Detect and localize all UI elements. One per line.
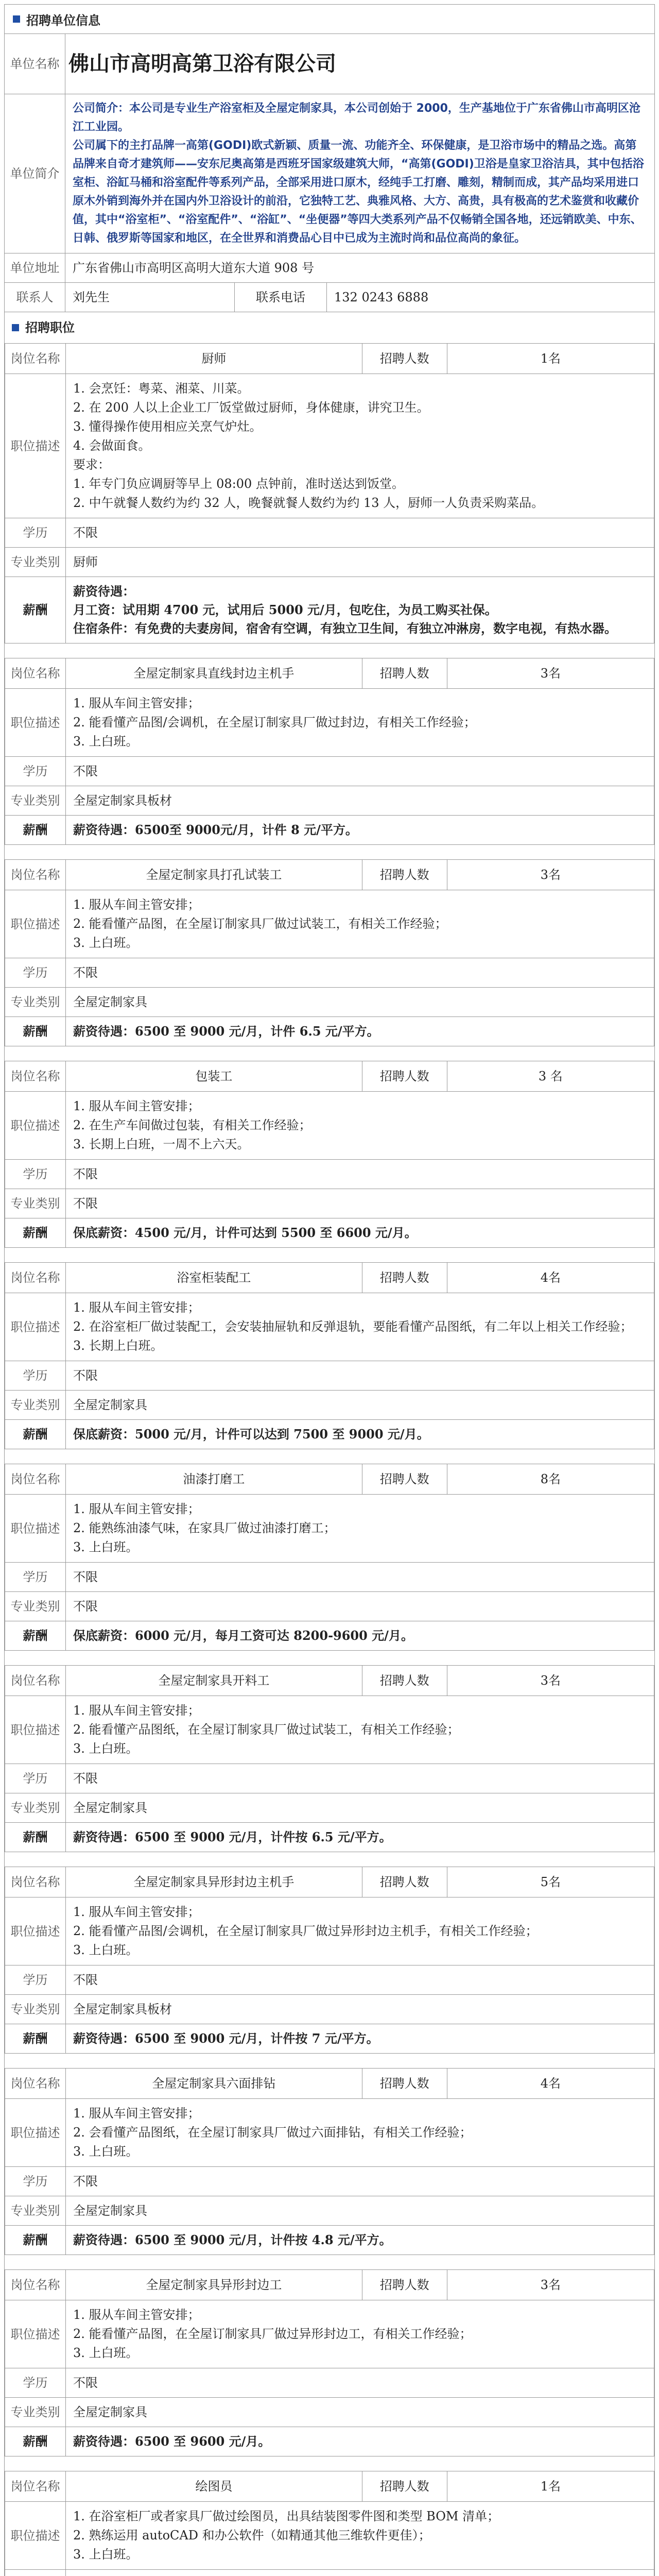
count-label: 招聘人数: [362, 1464, 447, 1494]
desc-line: 2. 中午就餐人数约为约 32 人，晚餐就餐人数约为约 13 人，厨师一人负责采购菜品。: [73, 496, 544, 510]
job-desc-row: [5, 2502, 654, 2570]
job-description: [66, 890, 654, 958]
job-pay-row: [5, 1218, 654, 1247]
job-major-row: [5, 1391, 654, 1420]
pay-label: 薪酬: [5, 1017, 66, 1046]
job-major: 全屋定制家具: [73, 995, 147, 1009]
section-marker-icon: [12, 324, 19, 331]
count-label: 招聘人数: [362, 658, 447, 688]
edu-label: 学历: [5, 958, 66, 987]
job-edu-row: [5, 2570, 654, 2576]
desc-line: 2. 在 200 人以上企业工厂饭堂做过厨师，身体健康，讲究卫生。: [73, 400, 429, 415]
company-intro-row: [5, 94, 654, 253]
post-label: 岗位名称: [5, 344, 66, 374]
job-card: [5, 2471, 654, 2576]
desc-label: 职位描述: [5, 1495, 66, 1562]
post-label: 岗位名称: [5, 2471, 66, 2501]
count-label: 招聘人数: [362, 1263, 447, 1293]
job-count: 4名: [540, 2076, 561, 2091]
count-label: 招聘人数: [362, 344, 447, 374]
job-desc-row: [5, 2300, 654, 2368]
count-label: 招聘人数: [362, 2471, 447, 2501]
desc-line: 3. 上白班。: [73, 2346, 138, 2360]
desc-line: 3. 上白班。: [73, 2547, 138, 2562]
intro-paragraph: 公司属下的主打品牌一高第(GODI)欧式新颖、质量一流、功能齐全、环保健康，是卫浴市场中的精品之选。高第品牌来自奇才建筑师——安东尼奥高第是西班牙国家级建筑大师，“高第(GODI)卫浴是皇家卫浴洁具，其中包括浴室柜、浴缸马桶和浴室配件等系列产品，全部采用进口原木，经纯手工打磨、雕刻，精制而成，其产品均采用进口原木外销到海外并在国内外卫浴设计的前沿，它独特工艺、典雅风格、大方、高贵，具有极高的艺术鉴赏和收藏价值，其中“浴室柜”、“浴室配件”、“浴缸”、“坐便器”等四大类系列产品不仅畅销全国各地，还远销欧美、中东、日韩、俄罗斯等国家和地区，在全世界和消费品心目中已成为主流时尚和品位高尚的象征。: [73, 139, 644, 245]
job-education: 不限: [73, 1368, 98, 1383]
job-education: 不限: [73, 2174, 98, 2189]
job-card: [5, 1665, 654, 1852]
job-description: [66, 1495, 654, 1562]
desc-line: 3. 长期上白班，一周不上六天。: [73, 1137, 250, 1151]
job-description: [66, 2099, 654, 2166]
major-label: 专业类别: [5, 2398, 66, 2427]
count-label: 招聘人数: [362, 1867, 447, 1897]
desc-line: 1. 服从车间主管安排；: [73, 897, 200, 912]
job-education: 不限: [73, 1167, 98, 1181]
desc-line: 3. 上白班。: [73, 734, 138, 749]
job-major-row: [5, 1592, 654, 1621]
count-label: 招聘人数: [362, 860, 447, 890]
job-header-row: [5, 1061, 654, 1092]
job-pay: 薪资待遇：6500至 9000元/月，计件 8 元/平方。: [73, 822, 358, 837]
job-title: 全屋定制家具异形封边工: [66, 2270, 362, 2300]
job-pay-row: [5, 2226, 654, 2255]
job-description: [66, 1092, 654, 1159]
job-title: 包装工: [66, 1061, 362, 1091]
edu-label: 学历: [5, 1563, 66, 1591]
job-title: 全屋定制家具打孔试装工: [66, 860, 362, 890]
desc-label: 职位描述: [5, 1092, 66, 1159]
job-pay: 保底薪资：4500 元/月，计件可达到 5500 至 6600 元/月。: [73, 1225, 417, 1240]
job-desc-row: [5, 1897, 654, 1965]
job-title: 油漆打磨工: [66, 1464, 362, 1494]
company-intro-label: 单位简介: [5, 94, 65, 253]
job-major: 不限: [73, 1599, 98, 1614]
pay-label: 薪酬: [5, 1420, 66, 1449]
count-label: 招聘人数: [362, 1666, 447, 1696]
desc-line: 3. 上白班。: [73, 1943, 138, 1957]
jobs-section-header: [5, 312, 654, 344]
job-major-row: [5, 988, 654, 1017]
job-education: 不限: [73, 1570, 98, 1584]
job-card: [5, 1867, 654, 2054]
job-card: [5, 859, 654, 1046]
desc-line: 3. 上白班。: [73, 2144, 138, 2159]
pay-label: 薪酬: [5, 1218, 66, 1247]
desc-label: 职位描述: [5, 2300, 66, 2368]
job-edu-row: [5, 1965, 654, 1995]
job-title: 绘图员: [66, 2471, 362, 2501]
edu-label: [5, 2570, 66, 2576]
job-title: 全屋定制家具异形封边主机手: [66, 1867, 362, 1897]
post-label: 岗位名称: [5, 1061, 66, 1091]
job-pay-row: [5, 1017, 654, 1046]
pay-label: 薪酬: [5, 1823, 66, 1852]
desc-line: 2. 在浴室柜厂做过装配工，会安装抽屉轨和反弹退轨，要能看懂产品图纸，有二年以上相关工作经验；: [73, 1319, 633, 1334]
job-pay-row: [5, 1621, 654, 1650]
job-count: 3名: [540, 2278, 561, 2292]
job-pay-row: [5, 2427, 654, 2456]
edu-label: 学历: [5, 2167, 66, 2196]
company-name: 佛山市高明高第卫浴有限公司: [68, 52, 336, 76]
desc-line: 1. 服从车间主管安排；: [73, 2308, 200, 2322]
post-label: 岗位名称: [5, 1464, 66, 1494]
desc-line: 1. 服从车间主管安排；: [73, 1099, 200, 1113]
job-header-row: [5, 1867, 654, 1897]
job-major: 全屋定制家具: [73, 1398, 147, 1412]
count-label: 招聘人数: [362, 2270, 447, 2300]
job-edu-row: [5, 1160, 654, 1189]
header-title: 招聘单位信息: [26, 12, 100, 28]
job-header-row: [5, 1464, 654, 1495]
job-card: [5, 1262, 654, 1449]
major-label: 专业类别: [5, 1995, 66, 2024]
job-description: [66, 2502, 654, 2569]
major-label: 专业类别: [5, 548, 66, 577]
desc-label: 职位描述: [5, 1897, 66, 1965]
job-major: 全屋定制家具: [73, 2204, 147, 2218]
edu-label: 学历: [5, 518, 66, 547]
job-edu-row: [5, 1361, 654, 1391]
job-desc-row: [5, 2099, 654, 2167]
job-title: 浴室柜装配工: [66, 1263, 362, 1293]
job-edu-row: [5, 518, 654, 548]
post-label: 岗位名称: [5, 1867, 66, 1897]
contact-label: 联系人: [5, 283, 65, 312]
job-description: [66, 1696, 654, 1764]
job-count: 4名: [540, 1270, 561, 1285]
major-label: 专业类别: [5, 1793, 66, 1822]
job-description: [66, 689, 654, 756]
desc-line: 1. 服从车间主管安排；: [73, 696, 200, 710]
pay-label: 薪酬: [5, 2427, 66, 2456]
company-address-row: [5, 253, 654, 283]
desc-label: 职位描述: [5, 1696, 66, 1764]
job-desc-row: [5, 1092, 654, 1160]
desc-label: 职位描述: [5, 1293, 66, 1361]
post-label: 岗位名称: [5, 1666, 66, 1696]
job-description: [66, 374, 654, 518]
pay-label: 薪酬: [5, 577, 66, 643]
desc-line: 2. 在生产车间做过包装，有相关工作经验；: [73, 1118, 311, 1132]
job-major-row: [5, 548, 654, 577]
post-label: 岗位名称: [5, 1263, 66, 1293]
job-education: 不限: [73, 1973, 98, 1987]
job-count: 8名: [540, 1472, 561, 1486]
desc-line: 1. 服从车间主管安排；: [73, 1703, 200, 1718]
job-card: [5, 344, 654, 643]
company-name-row: [5, 34, 654, 94]
edu-label: 学历: [5, 1361, 66, 1390]
job-card: [5, 1464, 654, 1651]
job-major-row: [5, 1793, 654, 1823]
job-header-row: [5, 344, 654, 374]
job-pay: 保底薪资：6000 元/月，每月工资可达 8200-9600 元/月。: [73, 1628, 413, 1643]
job-pay: 薪资待遇：6500 至 9000 元/月，计件按 4.8 元/平方。: [73, 2232, 392, 2247]
job-pay: 薪资待遇：6500 至 9000 元/月，计件 6.5 元/平方。: [73, 1024, 379, 1039]
job-education: 不限: [73, 1771, 98, 1786]
job-major: 全屋定制家具板材: [73, 2002, 172, 2016]
job-education: 不限: [73, 764, 98, 778]
job-major: 厨师: [73, 555, 98, 569]
job-pay-row: [5, 1823, 654, 1852]
employer-info-header: [5, 5, 654, 34]
edu-label: 学历: [5, 757, 66, 786]
job-desc-row: [5, 1293, 654, 1361]
post-label: 岗位名称: [5, 860, 66, 890]
job-header-row: [5, 2270, 654, 2300]
desc-line: 3. 上白班。: [73, 1540, 138, 1554]
major-label: 专业类别: [5, 1391, 66, 1419]
job-count: 3名: [540, 1673, 561, 1688]
desc-line: 2. 能看懂产品图，在全屋订制家具厂做过异形封边工，有相关工作经验；: [73, 2327, 472, 2341]
company-address: 广东省佛山市高明区高明大道东大道 908 号: [73, 261, 315, 275]
job-count: 3名: [540, 868, 561, 882]
job-major: 全屋定制家具板材: [73, 793, 172, 808]
job-edu-row: [5, 2167, 654, 2196]
post-label: 岗位名称: [5, 658, 66, 688]
job-major-row: [5, 2196, 654, 2226]
job-pay: 薪资待遇：6500 至 9000 元/月，计件按 6.5 元/平方。: [73, 1829, 392, 1844]
job-education: [66, 2570, 654, 2576]
job-desc-row: [5, 1495, 654, 1563]
job-major-row: [5, 1189, 654, 1218]
job-description: [66, 2300, 654, 2368]
job-count: 1名: [540, 2479, 561, 2494]
intro-paragraph: 公司简介：本公司是专业生产浴室柜及全屋定制家具，本公司创始于 2000，生产基地位于广东省佛山市高明区沧江工业园。: [73, 102, 640, 133]
post-label: 岗位名称: [5, 2069, 66, 2098]
job-edu-row: [5, 958, 654, 988]
job-description: [66, 1293, 654, 1361]
job-edu-row: [5, 1563, 654, 1592]
desc-line: 2. 能看懂产品图，在全屋订制家具厂做过试装工，有相关工作经验；: [73, 917, 447, 931]
edu-label: 学历: [5, 1965, 66, 1994]
major-label: 专业类别: [5, 786, 66, 815]
job-edu-row: [5, 1764, 654, 1793]
pay-label: 薪酬: [5, 2024, 66, 2053]
job-header-row: [5, 1263, 654, 1293]
desc-label: 职位描述: [5, 689, 66, 756]
job-major-row: [5, 786, 654, 816]
job-pay: 薪资待遇： 月工资：试用期 4700 元，试用后 5000 元/月，包吃住，为员工购买社保。 住宿条件：有免费的夫妻房间，宿舍有空调，有独立卫生间，有独立冲淋房，数字电视，有热水器。: [73, 584, 617, 636]
desc-line: 3. 懂得操作使用相应关烹气炉灶。: [73, 419, 262, 434]
job-pay-row: [5, 816, 654, 844]
pay-label: 薪酬: [5, 816, 66, 844]
desc-line: 4. 会做面食。: [73, 438, 151, 453]
phone-number[interactable]: 132 0243 6888: [334, 290, 429, 304]
job-edu-row: [5, 757, 654, 786]
job-edu-row: [5, 2368, 654, 2398]
job-desc-row: [5, 1696, 654, 1764]
job-card: [5, 658, 654, 845]
major-label: 专业类别: [5, 988, 66, 1016]
desc-line: 1. 服从车间主管安排；: [73, 1502, 200, 1516]
major-label: 专业类别: [5, 1592, 66, 1621]
edu-label: 学历: [5, 1160, 66, 1189]
job-desc-row: [5, 890, 654, 958]
job-count: 5名: [540, 1875, 561, 1889]
company-address-label: 单位地址: [5, 253, 65, 282]
job-major: 全屋定制家具: [73, 1801, 147, 1815]
count-label: 招聘人数: [362, 2069, 447, 2098]
desc-line: 2. 熟练运用 autoCAD 和办公软件（如精通其他三维软件更佳）；: [73, 2528, 431, 2543]
job-pay: 薪资待遇：6500 至 9000 元/月，计件按 7 元/平方。: [73, 2031, 379, 2046]
desc-line: 3. 上白班。: [73, 1741, 138, 1756]
desc-line: 2. 能看懂产品图/会调机，在全屋订制家具厂做过封边，有相关工作经验；: [73, 715, 476, 730]
pay-label: 薪酬: [5, 2226, 66, 2255]
section-marker-icon: [13, 15, 20, 23]
company-name-label: 单位名称: [5, 34, 65, 94]
job-education: 不限: [73, 526, 98, 540]
job-education: 不限: [73, 2376, 98, 2390]
job-desc-row: [5, 374, 654, 518]
job-pay-row: [5, 1420, 654, 1449]
desc-line: 2. 会看懂产品图纸，在全屋订制家具厂做过六面排钻，有相关工作经验；: [73, 2125, 472, 2140]
desc-line: 3. 上白班。: [73, 936, 138, 950]
desc-line: 1. 年专门负应调厨等早上 08:00 点钟前，准时送达到饭堂。: [73, 477, 404, 491]
job-major: 不限: [73, 1196, 98, 1211]
job-major-row: [5, 2398, 654, 2427]
desc-line: 3. 长期上白班。: [73, 1338, 163, 1353]
desc-line: 2. 能看懂产品图纸，在全屋订制家具厂做过试装工，有相关工作经验；: [73, 1722, 460, 1737]
job-header-row: [5, 1666, 654, 1696]
job-header-row: [5, 658, 654, 689]
desc-line: 1. 服从车间主管安排；: [73, 2106, 200, 2121]
job-desc-row: [5, 689, 654, 757]
job-title: 全屋定制家具直线封边主机手: [66, 658, 362, 688]
jobs-section-title: 招聘职位: [25, 320, 75, 335]
job-education: 不限: [73, 965, 98, 980]
job-header-row: [5, 2471, 654, 2502]
job-pay-row: [5, 2024, 654, 2053]
job-pay: 保底薪资：5000 元/月，计件可以达到 7500 至 9000 元/月。: [73, 1427, 429, 1442]
desc-line: 1. 在浴室柜厂或者家具厂做过绘图员，出具结装图零件图和类型 BOM 清单；: [73, 2509, 500, 2523]
job-count: 3名: [540, 666, 561, 681]
desc-label: 职位描述: [5, 2502, 66, 2569]
count-label: 招聘人数: [362, 1061, 447, 1091]
major-label: 专业类别: [5, 1189, 66, 1218]
desc-label: 职位描述: [5, 374, 66, 518]
company-contact-row: [5, 283, 654, 312]
job-card: [5, 1061, 654, 1248]
job-major: 全屋定制家具: [73, 2405, 147, 2419]
major-label: 专业类别: [5, 2196, 66, 2225]
desc-line: 1. 服从车间主管安排；: [73, 1300, 200, 1315]
job-pay: 薪资待遇：6500 至 9600 元/月。: [73, 2434, 271, 2449]
job-major-row: [5, 1995, 654, 2024]
job-posting-document: [4, 4, 655, 2576]
company-intro: [65, 94, 654, 253]
job-card: [5, 2068, 654, 2255]
desc-label: 职位描述: [5, 890, 66, 958]
desc-line: 1. 会烹饪：粤菜、湘菜、川菜。: [73, 381, 250, 396]
desc-line: 1. 服从车间主管安排；: [73, 1905, 200, 1919]
phone-label: 联系电话: [235, 283, 327, 312]
desc-line: 2. 能看懂产品图/会调机，在全屋订制家具厂做过异形封边主机手，有相关工作经验；: [73, 1924, 538, 1938]
desc-line: 2. 能熟练油漆气味，在家具厂做过油漆打磨工；: [73, 1521, 336, 1535]
job-count: 1名: [540, 351, 561, 366]
job-title: 厨师: [66, 344, 362, 374]
job-header-row: [5, 860, 654, 890]
job-card: [5, 2269, 654, 2456]
jobs-list: [5, 344, 654, 2576]
job-count: 3 名: [538, 1069, 563, 1083]
pay-label: 薪酬: [5, 1621, 66, 1650]
edu-label: 学历: [5, 2368, 66, 2397]
job-title: 全屋定制家具开料工: [66, 1666, 362, 1696]
edu-label: 学历: [5, 1764, 66, 1793]
job-header-row: [5, 2069, 654, 2099]
job-title: 全屋定制家具六面排钻: [66, 2069, 362, 2098]
desc-line: 要求：: [73, 457, 110, 472]
job-pay-row: [5, 577, 654, 643]
job-description: [66, 1897, 654, 1965]
contact-name: 刘先生: [65, 283, 235, 312]
post-label: 岗位名称: [5, 2270, 66, 2300]
desc-label: 职位描述: [5, 2099, 66, 2166]
